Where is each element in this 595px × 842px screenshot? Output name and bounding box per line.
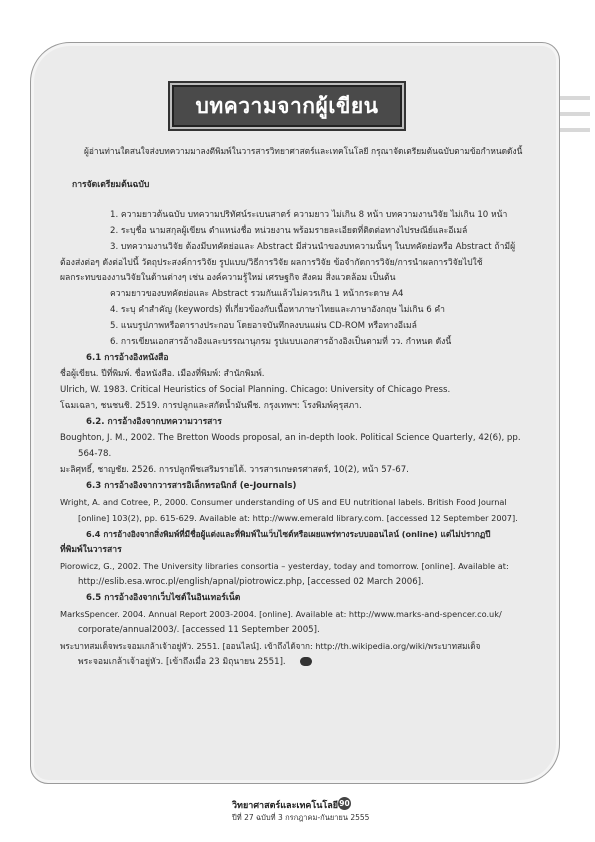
list-item: 2. ระบุชื่อ นามสกุลผู้เขียน ตำแหน่งชื่อ หน่วยงาน พร้อมรายละเอียดที่ติดต่อทางไปรษณีย์และอีเมล์: [110, 226, 468, 236]
ref-example-cont: http://eslib.esa.wroc.pl/english/apnal/piotrowicz.php, [accessed 02 March 2006].: [78, 577, 424, 587]
list-item: 5. แนบรูปภาพหรือตารางประกอบ โดยอาจบันทึกลงบนแผ่น CD-ROM หรือทางอีเมล์: [110, 321, 417, 331]
ref-pattern: ชื่อผู้เขียน. ปีที่พิมพ์. ชื่อหนังสือ. เมืองที่พิมพ์: สำนักพิมพ์.: [60, 369, 265, 379]
list-item: 6. การเขียนเอกสารอ้างอิงและบรรณานุกรม รูปแบบเอกสารอ้างอิงเป็นตามที่ วว. กำหนด ดังนี้: [110, 337, 452, 347]
page-title: บทความจากผู้เขียน: [195, 92, 379, 118]
ref-example: MarksSpencer. 2004. Annual Report 2003-2004. [online]. Available at: http://www.marks-and-spencer.co.uk/: [60, 609, 502, 619]
intro-text: ผู้อ่านท่านใดสนใจส่งบทความมาลงตีพิมพ์ในวารสารวิทยาศาสตร์และเทคโนโลยี กรุณาจัดเตรียมต้นฉบับตามข้อกำหนดดังนี้: [84, 146, 523, 156]
ref-heading-websites: 6.5 การอ้างอิงจากเว็บไซต์ในอินเทอร์เน็ต: [86, 593, 241, 603]
ref-example-cont: [online] 103(2), pp. 615-629. Available at: http://www.emerald library.com. [accessed 12 September 2007].: [78, 513, 518, 523]
ref-example-cont: corporate/annual2003/. [accessed 11 September 2005].: [78, 625, 320, 635]
list-item: ความยาวของบทคัดย่อและ Abstract รวมกันแล้วไม่ควรเกิน 1 หน้ากระดาษ A4: [110, 289, 404, 299]
ref-heading-books: 6.1 การอ้างอิงหนังสือ: [86, 353, 169, 363]
ref-example: โฉมเฉลา, ชนชนชิ. 2519. การปลูกและสกัดน้ำมันพืช. กรุงเทพฯ: โรงพิมพ์คุรุสภา.: [60, 401, 362, 411]
ref-example: พระบาทสมเด็จพระจอมเกล้าเจ้าอยู่หัว. 2551. [ออนไลน์]. เข้าถึงได้จาก: http://th.wikipedia.org/wiki/พระบาทสมเด็จ: [60, 641, 481, 651]
ref-heading-online-cont: ที่พิมพ์ในวารสาร: [60, 545, 122, 555]
footer-issue: ปีที่ 27 ฉบับที่ 3 กรกฎาคม-กันยายน 2555: [232, 813, 370, 822]
list-item: ผลกระทบของงานวิจัยในด้านต่างๆ เช่น องค์ความรู้ใหม่ เศรษฐกิจ สังคม สิ่งแวดล้อม เป็นต้น: [60, 273, 396, 283]
page-number-badge: 90: [339, 799, 350, 808]
list-item: 1. ความยาวต้นฉบับ บทความปริทัศน์ระเบนสาตร์ ความยาว ไม่เกิน 8 หน้า บทความงานวิจัย ไม่เกิน 10 หน้า: [110, 210, 508, 220]
footer-magazine: วิทยาศาสตร์และเทคโนโลยี: [232, 801, 339, 811]
ref-heading-journals: 6.2. การอ้างอิงจากบทความวารสาร: [86, 417, 222, 427]
section-heading: การจัดเตรียมต้นฉบับ: [72, 180, 150, 190]
list-item: 4. ระบุ คำสำคัญ (keywords) ที่เกี่ยวข้องกับเนื้อหาภาษาไทยและภาษาอังกฤษ ไม่เกิน 6 คำ: [110, 305, 445, 315]
end-mark-icon: [300, 657, 312, 666]
ref-example-cont: พระจอมเกล้าเจ้าอยู่หัว. [เข้าถึงเมื่อ 23 มิถุนายน 2551].: [78, 657, 286, 667]
ref-heading-online: 6.4 การอ้างอิงจากสิ่งพิมพ์ที่มีชื่อผู้แต่งและที่พิมพ์ในเว็บไซต์หรือเผยแพร่ทางระบบออนไลน์ (online) แต่ไม่ปรากฏปี: [86, 529, 491, 539]
ref-example: Wright, A. and Cotree, P., 2000. Consumer understanding of US and EU nutritional labels. British Food Journal: [60, 497, 507, 507]
title-banner: [172, 85, 402, 127]
list-item: 3. บทความงานวิจัย ต้องมีบทคัดย่อและ Abstract มีส่วนนำของบทความนั้นๆ ในบทคัดย่อหรือ Abstract ถ้ามีผู้: [110, 242, 516, 252]
ref-example: Ulrich, W. 1983. Critical Heuristics of Social Planning. Chicago: University of Chicago Press.: [60, 385, 451, 395]
ref-example: Piorowicz, G., 2002. The University libraries consortia – yesterday, today and tomorrow. [online]. Available at:: [60, 561, 509, 571]
ref-example: Boughton, J. M., 2002. The Bretton Woods proposal, an in-depth look. Political Science Quarterly, 42(6), pp.: [60, 433, 521, 443]
ref-example: มะลิศุทธิ์, ชาญชัย. 2526. การปลูกพืชเสริมรายได้. วารสารเกษตรศาสตร์, 10(2), หน้า 57-67.: [60, 465, 409, 475]
ref-heading-ejournals: 6.3 การอ้างอิงจากวารสารอิเล็กทรอนิกส์ (e-Journals): [86, 481, 297, 491]
ref-example-cont: 564-78.: [78, 449, 112, 459]
list-item: ต้องส่งต่อๆ ดังต่อไปนี้ วัตถุประสงค์การวิจัย รูปแบบ/วิธีการวิจัย ผลการวิจัย ข้อจำกัดการวิจัย/การนำผลการวิจัยไปใช้: [60, 258, 483, 268]
